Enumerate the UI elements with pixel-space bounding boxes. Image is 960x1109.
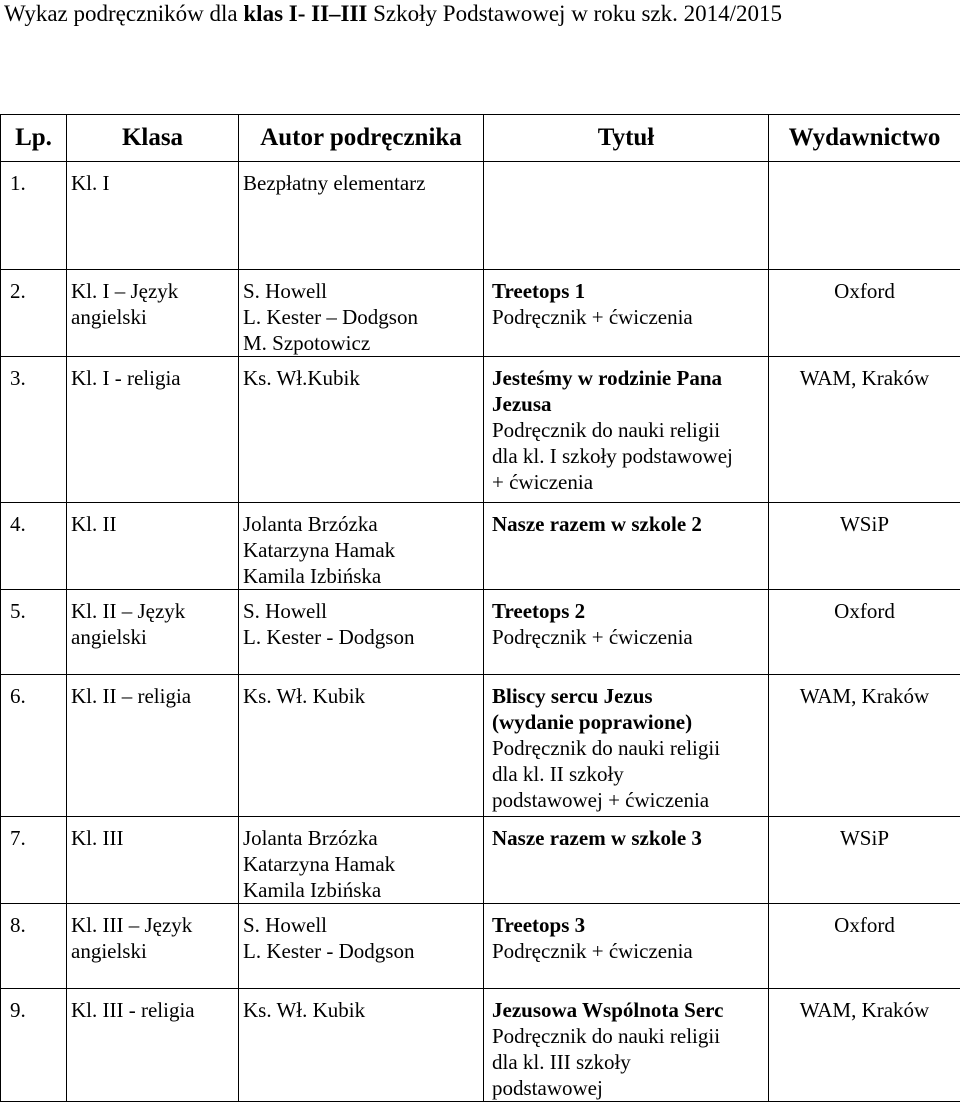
cell-line: 9. [10, 998, 26, 1022]
table-row [1, 817, 960, 904]
cell-autor [239, 162, 484, 270]
cell-autor [239, 817, 484, 904]
cell-wydawnictwo [769, 270, 960, 357]
cell-line: (wydanie poprawione) [492, 710, 693, 734]
cell-klasa [67, 817, 239, 904]
cell-autor [239, 357, 484, 503]
cell-klasa [67, 904, 239, 989]
title-prefix: Wykaz podręczników dla [4, 1, 244, 26]
col-header-lp: Lp. [1, 115, 67, 162]
cell-tytul [484, 590, 769, 675]
cell-klasa [67, 162, 239, 270]
cell-line: Jezusowa Wspólnota Serc [492, 998, 724, 1022]
cell-line: Oxford [834, 913, 895, 937]
cell-line: angielski [71, 939, 147, 963]
cell-tytul [484, 270, 769, 357]
cell-line: Kl. II – Język [71, 599, 186, 623]
cell-lp [1, 989, 67, 1102]
table-row [1, 989, 960, 1102]
cell-tytul [484, 503, 769, 590]
cell-tytul [484, 817, 769, 904]
cell-wydawnictwo [769, 503, 960, 590]
cell-line: dla kl. III szkoły [492, 1050, 631, 1074]
cell-line: Jolanta Brzózka [243, 512, 378, 536]
cell-line: 7. [10, 826, 26, 850]
table-row [1, 675, 960, 817]
cell-line: Nasze razem w szkole 2 [492, 512, 702, 536]
cell-wydawnictwo [769, 590, 960, 675]
cell-line: podstawowej [492, 1076, 603, 1100]
table-row [1, 904, 960, 989]
cell-line: Kl. III – Język [71, 913, 193, 937]
cell-line: Jesteśmy w rodzinie Pana [492, 366, 723, 390]
cell-line: L. Kester - Dodgson [243, 939, 415, 963]
col-header-klasa: Klasa [67, 115, 239, 162]
cell-line: Kl. I [71, 171, 110, 195]
col-header-autor: Autor podręcznika [239, 115, 484, 162]
title-bold: klas I- II–III [243, 1, 368, 26]
cell-line: Ks. Wł.Kubik [243, 366, 360, 390]
table-row [1, 503, 960, 590]
cell-autor [239, 590, 484, 675]
cell-line: Kl. III - religia [71, 998, 195, 1022]
cell-line: 1. [10, 171, 26, 195]
cell-autor [239, 503, 484, 590]
cell-line: M. Szpotowicz [243, 331, 371, 355]
cell-klasa [67, 675, 239, 817]
col-header-wydawnictwo: Wydawnictwo [769, 115, 960, 162]
cell-line: dla kl. II szkoły [492, 762, 624, 786]
cell-autor [239, 270, 484, 357]
cell-line: WAM, Kraków [799, 684, 930, 708]
cell-line: S. Howell [243, 599, 327, 623]
cell-line: Treetops 2 [492, 599, 586, 623]
cell-line: Podręcznik do nauki religii [492, 418, 721, 442]
cell-line: Jezusa [492, 392, 552, 416]
cell-line: Kamila Izbińska [243, 878, 382, 902]
cell-line: Katarzyna Hamak [243, 852, 396, 876]
cell-line: Podręcznik + ćwiczenia [492, 625, 693, 649]
cell-klasa [67, 590, 239, 675]
cell-line: Ks. Wł. Kubik [243, 684, 366, 708]
cell-line: Oxford [834, 599, 895, 623]
cell-wydawnictwo [769, 817, 960, 904]
cell-lp [1, 503, 67, 590]
table-header-row [1, 115, 960, 162]
cell-line: WSiP [839, 826, 889, 850]
cell-line: Katarzyna Hamak [243, 538, 396, 562]
cell-wydawnictwo [769, 162, 960, 270]
cell-klasa [67, 989, 239, 1102]
table-row [1, 590, 960, 675]
table-row [1, 357, 960, 503]
cell-wydawnictwo [769, 989, 960, 1102]
cell-line: Treetops 3 [492, 913, 586, 937]
cell-line: Nasze razem w szkole 3 [492, 826, 702, 850]
cell-line: Kamila Izbińska [243, 564, 382, 588]
cell-line: S. Howell [243, 279, 327, 303]
cell-klasa [67, 357, 239, 503]
cell-line: Kl. II – religia [71, 684, 192, 708]
textbook-table [0, 114, 960, 1102]
cell-line: podstawowej + ćwiczenia [492, 788, 710, 812]
cell-line: 3. [10, 366, 26, 390]
cell-line: WAM, Kraków [799, 998, 930, 1022]
cell-line: angielski [71, 305, 147, 329]
cell-line: 6. [10, 684, 26, 708]
cell-line: Podręcznik + ćwiczenia [492, 305, 693, 329]
cell-line: Ks. Wł. Kubik [243, 998, 366, 1022]
cell-lp [1, 357, 67, 503]
cell-klasa [67, 503, 239, 590]
cell-line: Jolanta Brzózka [243, 826, 378, 850]
cell-line: L. Kester - Dodgson [243, 625, 415, 649]
cell-tytul [484, 357, 769, 503]
cell-lp [1, 817, 67, 904]
cell-line: Kl. I – Język [71, 279, 179, 303]
cell-line: Kl. III [71, 826, 124, 850]
cell-line: angielski [71, 625, 147, 649]
cell-line: Podręcznik do nauki religii [492, 736, 721, 760]
cell-line: 5. [10, 599, 26, 623]
cell-lp [1, 270, 67, 357]
cell-lp [1, 162, 67, 270]
cell-line: Kl. II [71, 512, 117, 536]
cell-line: Podręcznik + ćwiczenia [492, 939, 693, 963]
cell-autor [239, 989, 484, 1102]
cell-tytul [484, 675, 769, 817]
cell-tytul [484, 904, 769, 989]
cell-line: 2. [10, 279, 26, 303]
cell-line: dla kl. I szkoły podstawowej [492, 444, 733, 468]
cell-tytul [484, 989, 769, 1102]
cell-tytul [484, 162, 769, 270]
cell-line: 4. [10, 512, 26, 536]
cell-autor [239, 675, 484, 817]
cell-line: Kl. I - religia [71, 366, 181, 390]
cell-line: Oxford [834, 279, 895, 303]
cell-line: WSiP [839, 512, 889, 536]
cell-line: S. Howell [243, 913, 327, 937]
cell-line: Bliscy sercu Jezus [492, 684, 653, 708]
cell-line: L. Kester – Dodgson [243, 305, 418, 329]
cell-lp [1, 590, 67, 675]
cell-autor [239, 904, 484, 989]
cell-wydawnictwo [769, 904, 960, 989]
table-row [1, 270, 960, 357]
cell-klasa [67, 270, 239, 357]
cell-line: Treetops 1 [492, 279, 586, 303]
cell-line: 8. [10, 913, 26, 937]
col-header-tytul: Tytuł [484, 115, 769, 162]
table-row [1, 162, 960, 270]
cell-line: + ćwiczenia [492, 470, 594, 494]
cell-wydawnictwo [769, 357, 960, 503]
cell-lp [1, 675, 67, 817]
title-suffix: Szkoły Podstawowej w roku szk. 2014/2015 [367, 1, 783, 26]
cell-line: Bezpłatny elementarz [243, 171, 426, 195]
cell-line: Podręcznik do nauki religii [492, 1024, 721, 1048]
cell-lp [1, 904, 67, 989]
cell-line: WAM, Kraków [799, 366, 930, 390]
cell-wydawnictwo [769, 675, 960, 817]
page-title [0, 0, 960, 30]
